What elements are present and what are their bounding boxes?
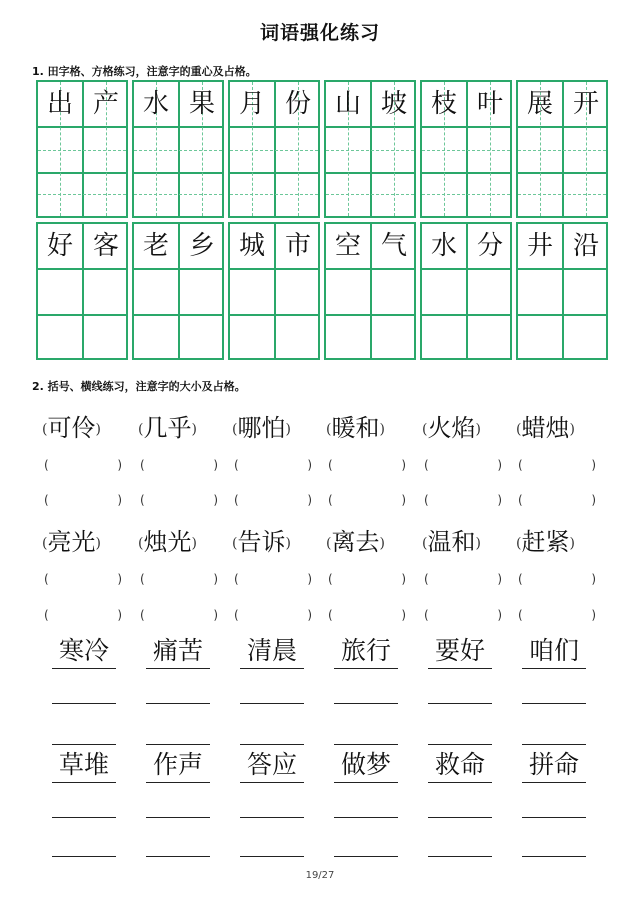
open-paren: ( xyxy=(518,493,523,507)
paren-word xyxy=(42,408,101,443)
open-paren: ( xyxy=(328,608,333,622)
close-paren: ) xyxy=(191,421,197,438)
close-paren: ) xyxy=(591,493,596,507)
writing-line[interactable] xyxy=(146,744,210,745)
close-paren: ) xyxy=(497,493,502,507)
grid-character: 沿 xyxy=(572,231,599,261)
grid-character: 市 xyxy=(284,231,311,261)
grid-character: 果 xyxy=(188,89,215,119)
grid-pair xyxy=(132,80,224,218)
section1-instruction: 1. 田字格、方格练习，注意字的重心及占格。 xyxy=(32,65,257,78)
paren-word xyxy=(326,522,385,557)
close-paren: ) xyxy=(307,572,312,586)
open-paren: ( xyxy=(326,535,332,552)
close-paren: ) xyxy=(213,493,218,507)
writing-line[interactable] xyxy=(334,703,398,704)
close-paren: ) xyxy=(401,458,406,472)
open-paren: ( xyxy=(326,421,332,438)
close-paren: ) xyxy=(117,572,122,586)
page-number: 19/27 xyxy=(305,870,335,881)
paren-word xyxy=(422,522,481,557)
writing-line[interactable] xyxy=(334,856,398,857)
close-paren: ) xyxy=(285,421,291,438)
close-paren: ) xyxy=(497,572,502,586)
word: 离去 xyxy=(331,528,380,556)
open-paren: ( xyxy=(328,493,333,507)
grid-pair xyxy=(516,80,608,218)
word: 亮光 xyxy=(47,528,96,556)
grid-pair xyxy=(324,222,416,360)
writing-line[interactable] xyxy=(146,817,210,818)
word: 告诉 xyxy=(237,528,286,556)
tianzige-row-1 xyxy=(36,80,612,218)
close-paren: ) xyxy=(95,421,101,438)
open-paren: ( xyxy=(44,572,49,586)
close-paren: ) xyxy=(591,572,596,586)
paren-word xyxy=(138,522,197,557)
open-paren: ( xyxy=(422,535,428,552)
grid-character: 客 xyxy=(92,231,119,261)
open-paren: ( xyxy=(140,572,145,586)
open-paren: ( xyxy=(328,458,333,472)
close-paren: ) xyxy=(307,608,312,622)
writing-line[interactable] xyxy=(146,703,210,704)
grid-character: 山 xyxy=(334,89,361,119)
writing-line[interactable] xyxy=(428,856,492,857)
grid-character: 井 xyxy=(526,231,553,261)
paren-word xyxy=(232,408,291,443)
writing-line[interactable] xyxy=(146,856,210,857)
writing-line[interactable] xyxy=(240,817,304,818)
close-paren: ) xyxy=(191,535,197,552)
open-paren: ( xyxy=(516,535,522,552)
writing-line[interactable] xyxy=(240,744,304,745)
open-paren: ( xyxy=(232,535,238,552)
writing-line[interactable] xyxy=(52,856,116,857)
open-paren: ( xyxy=(44,493,49,507)
close-paren: ) xyxy=(569,535,575,552)
close-paren: ) xyxy=(117,608,122,622)
close-paren: ) xyxy=(307,458,312,472)
grid-character: 叶 xyxy=(476,89,503,119)
open-paren: ( xyxy=(424,458,429,472)
paren-word xyxy=(516,522,575,557)
writing-line[interactable] xyxy=(240,856,304,857)
writing-line[interactable] xyxy=(334,744,398,745)
open-paren: ( xyxy=(138,421,144,438)
open-paren: ( xyxy=(424,608,429,622)
writing-line[interactable] xyxy=(428,703,492,704)
grid-character: 水 xyxy=(142,89,169,119)
close-paren: ) xyxy=(475,421,481,438)
word: 蜡烛 xyxy=(521,414,570,442)
word: 暖和 xyxy=(331,414,380,442)
word: 哪怕 xyxy=(237,414,286,442)
close-paren: ) xyxy=(307,493,312,507)
paren-word xyxy=(516,408,575,443)
word: 可伶 xyxy=(47,414,96,442)
grid-character: 开 xyxy=(572,89,599,119)
close-paren: ) xyxy=(475,535,481,552)
writing-line[interactable] xyxy=(428,817,492,818)
grid-pair xyxy=(516,222,608,360)
writing-line[interactable] xyxy=(522,817,586,818)
section2-instruction: 2. 括号、横线练习，注意字的大小及占格。 xyxy=(32,380,246,393)
word: 火焰 xyxy=(427,414,476,442)
open-paren: ( xyxy=(424,493,429,507)
close-paren: ) xyxy=(213,608,218,622)
grid-character: 产 xyxy=(92,89,119,119)
underlined-word: 痛苦 xyxy=(146,634,210,669)
underlined-word: 寒冷 xyxy=(52,634,116,669)
open-paren: ( xyxy=(518,572,523,586)
fangge-row-2 xyxy=(36,222,612,360)
open-paren: ( xyxy=(422,421,428,438)
grid-pair xyxy=(228,80,320,218)
close-paren: ) xyxy=(497,458,502,472)
grid-character: 坡 xyxy=(380,89,407,119)
writing-line[interactable] xyxy=(52,817,116,818)
close-paren: ) xyxy=(285,535,291,552)
paren-word xyxy=(422,408,481,443)
grid-pair xyxy=(420,222,512,360)
grid-character: 月 xyxy=(238,89,265,119)
close-paren: ) xyxy=(401,493,406,507)
open-paren: ( xyxy=(44,608,49,622)
paren-word xyxy=(138,408,197,443)
grid-pair xyxy=(324,80,416,218)
open-paren: ( xyxy=(234,458,239,472)
grid-character: 分 xyxy=(476,231,503,261)
open-paren: ( xyxy=(516,421,522,438)
paren-word xyxy=(326,408,385,443)
grid-character: 空 xyxy=(334,231,361,261)
grid-character: 出 xyxy=(46,89,73,119)
open-paren: ( xyxy=(234,608,239,622)
underlined-word: 要好 xyxy=(428,634,492,669)
writing-line[interactable] xyxy=(52,703,116,704)
open-paren: ( xyxy=(140,458,145,472)
underlined-word: 救命 xyxy=(428,748,492,783)
close-paren: ) xyxy=(591,458,596,472)
page-title: 词语强化练习 xyxy=(259,22,380,44)
open-paren: ( xyxy=(518,458,523,472)
grid-pair xyxy=(36,222,128,360)
underlined-word: 旅行 xyxy=(334,634,398,669)
open-paren: ( xyxy=(328,572,333,586)
underlined-word: 咱们 xyxy=(522,634,586,669)
underlined-word: 拼命 xyxy=(522,748,586,783)
underlined-word: 草堆 xyxy=(52,748,116,783)
paren-word xyxy=(42,522,101,557)
grid-character: 份 xyxy=(284,89,311,119)
underlined-word: 做梦 xyxy=(334,748,398,783)
open-paren: ( xyxy=(140,608,145,622)
close-paren: ) xyxy=(117,458,122,472)
close-paren: ) xyxy=(117,493,122,507)
open-paren: ( xyxy=(140,493,145,507)
writing-line[interactable] xyxy=(428,744,492,745)
underlined-word: 答应 xyxy=(240,748,304,783)
word: 几乎 xyxy=(143,414,192,442)
open-paren: ( xyxy=(424,572,429,586)
close-paren: ) xyxy=(591,608,596,622)
open-paren: ( xyxy=(234,493,239,507)
grid-pair xyxy=(420,80,512,218)
open-paren: ( xyxy=(234,572,239,586)
grid-character: 乡 xyxy=(188,231,215,261)
open-paren: ( xyxy=(232,421,238,438)
writing-line[interactable] xyxy=(522,856,586,857)
close-paren: ) xyxy=(95,535,101,552)
writing-line[interactable] xyxy=(240,703,304,704)
close-paren: ) xyxy=(213,572,218,586)
grid-character: 老 xyxy=(142,231,169,261)
writing-line[interactable] xyxy=(334,817,398,818)
paren-word xyxy=(232,522,291,557)
close-paren: ) xyxy=(379,535,385,552)
writing-line[interactable] xyxy=(52,744,116,745)
grid-character: 水 xyxy=(430,231,457,261)
close-paren: ) xyxy=(401,572,406,586)
close-paren: ) xyxy=(379,421,385,438)
writing-line[interactable] xyxy=(522,744,586,745)
open-paren: ( xyxy=(44,458,49,472)
underlined-word: 作声 xyxy=(146,748,210,783)
writing-line[interactable] xyxy=(522,703,586,704)
word: 赶紧 xyxy=(521,528,570,556)
grid-pair xyxy=(228,222,320,360)
open-paren: ( xyxy=(42,535,48,552)
grid-character: 展 xyxy=(526,89,553,119)
grid-pair xyxy=(132,222,224,360)
close-paren: ) xyxy=(569,421,575,438)
open-paren: ( xyxy=(138,535,144,552)
grid-character: 枝 xyxy=(430,89,457,119)
word: 烛光 xyxy=(143,528,192,556)
grid-character: 城 xyxy=(238,231,265,261)
grid-pair xyxy=(36,80,128,218)
open-paren: ( xyxy=(42,421,48,438)
close-paren: ) xyxy=(213,458,218,472)
grid-character: 气 xyxy=(380,231,407,261)
close-paren: ) xyxy=(497,608,502,622)
close-paren: ) xyxy=(401,608,406,622)
word: 温和 xyxy=(427,528,476,556)
open-paren: ( xyxy=(518,608,523,622)
grid-character: 好 xyxy=(46,231,73,261)
underlined-word: 清晨 xyxy=(240,634,304,669)
